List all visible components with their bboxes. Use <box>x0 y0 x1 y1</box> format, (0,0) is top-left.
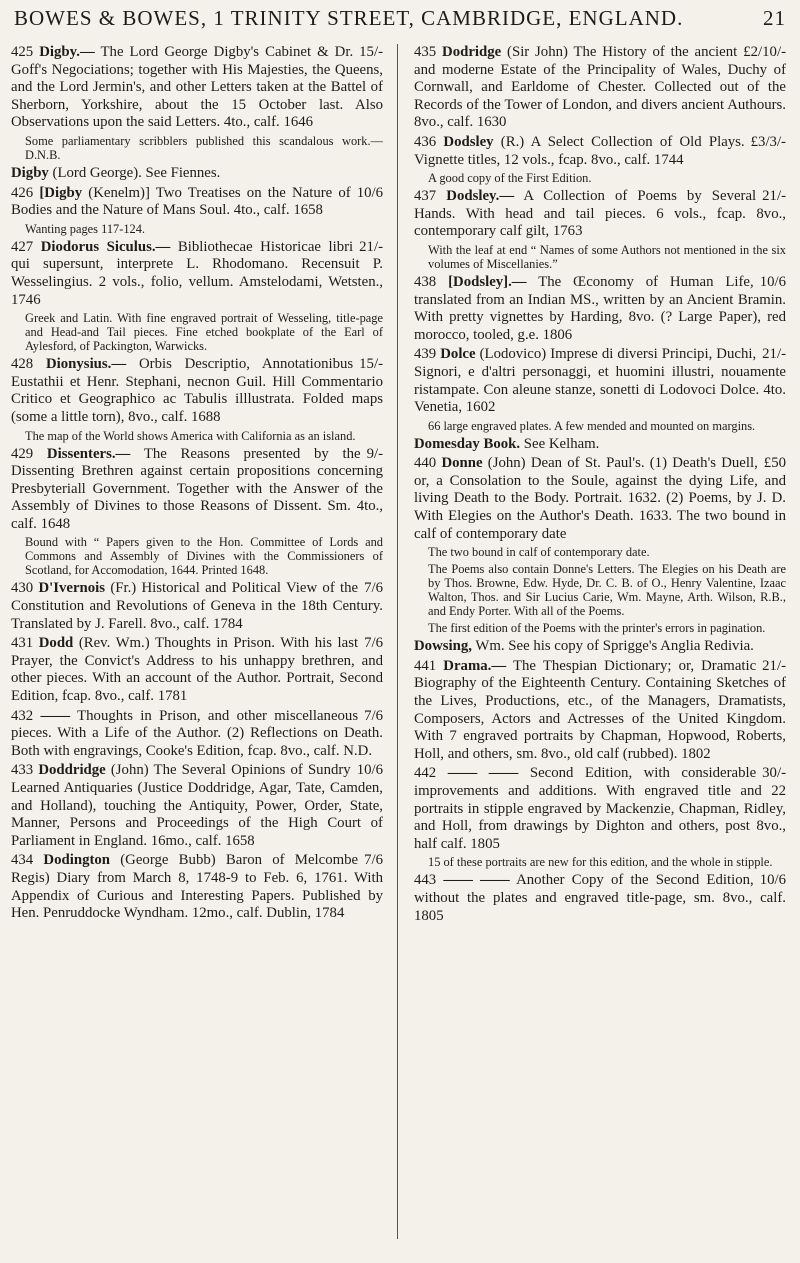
catalogue-entry <box>414 346 786 416</box>
entry-description: (Lord George). See Fiennes. <box>52 164 221 181</box>
entry-heading: Dissenters.— <box>46 445 131 462</box>
entry-number: 429 <box>11 445 34 462</box>
entry-price: 7/6 <box>364 580 383 597</box>
catalogue-entry <box>414 658 786 764</box>
entry-note: Greek and Latin. With fine engraved portrait of Wesseling, title-page and Head-and Tail pieces. Fine etched bookplate of the Earl of Aylesford, of Packington, Warwicks. <box>25 311 383 354</box>
entry-price: £2/10/- <box>743 44 786 60</box>
entry-description: (Sir John) The History of the ancient and moderne Estate of the Principality of Wales, Duchy of Cornwall, and Earldome of Chester. Collected out of the Records of the Tower of London, and divers ancient Authours. 8vo., calf. 1630 <box>414 44 786 131</box>
entry-description: The Lord George Digby's Cabinet & Dr. Goff's Negociations; together with His Majesties, the Queens, and the Lord Jermin's, and other Letters taken at the Battel of Sherborn, Yorkshire, about the 15 October last. Also Observations upon the said Letters. 4to., calf. 1646 <box>11 44 383 131</box>
entry-note: 66 large engraved plates. A few mended and mounted on margins. <box>428 418 756 433</box>
entry-heading: Doddridge <box>38 762 106 779</box>
entry-description: (Rev. Wm.) Thoughts in Prison. With his last Prayer, the Convict's Address to his unhappy brethren, and other pieces. With an account of the Author. Portrait, Second Edition, fcap. 8vo., calf. 1781 <box>11 635 383 705</box>
entry-heading: —— —— <box>443 872 510 889</box>
entry-heading: Dodsley.— <box>446 188 515 205</box>
entry-price: 7/6 <box>364 852 383 869</box>
entry-price: £3/3/- <box>750 133 786 150</box>
entry-number: 426 <box>11 184 34 201</box>
entry-price: 10/6 <box>759 273 786 290</box>
entry-number: 432 <box>11 707 34 724</box>
catalogue-entry <box>414 638 786 656</box>
entry-note: Bound with “ Papers given to the Hon. Committee of Lords and Commons and Assembly of Divines with the Commissioners of Scotland, for Accomodation, 1644. Printed 1648. <box>25 535 383 578</box>
entry-description: The Thespian Dictionary; or, Dramatic Biography of the Eighteenth Century. Containing Sketches of the Lives, Productions, etc., of the Managers, Dramatists, Composers, Actors and Actresses of the United Kingdom. With 7 engraved portraits by Chapman, Hopwood, Roberts, Holl, and others, sm. 8vo., old calf (rubbed). 1802 <box>414 657 786 762</box>
entry-description: (John) The Several Opinions of Sundry Learned Antiquaries (Justice Doddridge, Agar, Tate, Camden, and Holland), touching the Antiquity, Power, Order, State, Manner, Persons and Proceedings of the High Court of Parliament in England. 16mo., calf. 1658 <box>11 762 383 849</box>
entry-heading: —— <box>40 707 71 724</box>
catalogue-entry <box>11 852 383 922</box>
catalogue-entry <box>414 872 786 925</box>
page-number: 21 <box>763 6 786 30</box>
entry-heading: Dodsley <box>443 133 494 150</box>
entry-heading: Digby.— <box>39 44 95 60</box>
catalogue-entry <box>11 580 383 633</box>
entry-price: £50 <box>763 455 786 472</box>
catalogue-entry <box>414 274 786 344</box>
running-title: BOWES & BOWES, 1 TRINITY STREET, CAMBRIDGE, ENGLAND. <box>14 6 684 30</box>
catalogue-entry <box>414 436 786 454</box>
entry-heading: Dodridge <box>442 44 502 60</box>
catalogue-entry <box>414 455 786 543</box>
entry-description: A Collection of Poems by Several Hands. With head and tail pieces. 6 vols., fcap. 8vo., contemporary calf gilt, 1763 <box>414 188 786 240</box>
entry-description: Another Copy of the Second Edition, without the plates and engraved title-page, sm. 8vo., calf. 1805 <box>414 872 786 924</box>
catalogue-entry <box>11 185 383 220</box>
entry-price: 10/6 <box>759 872 786 889</box>
entry-number: 428 <box>11 356 34 373</box>
entry-heading: Digby <box>11 164 49 181</box>
entry-heading: Domesday Book. <box>414 435 521 452</box>
entry-number: 425 <box>11 44 34 60</box>
entry-number: 443 <box>414 872 437 889</box>
entry-description: (Fr.) Historical and Political View of the Constitution and Revolutions of Geneva in the 18th Century. Translated by J. Farell. 8vo., calf. 1784 <box>11 580 383 632</box>
catalogue-entry <box>11 44 383 132</box>
entry-price: 15/- <box>359 44 383 60</box>
entry-number: 434 <box>11 852 34 869</box>
entry-note: With the leaf at end “ Names of some Authors not mentioned in the six volumes of Miscellanies.” <box>428 242 786 271</box>
entry-heading: Dolce <box>440 346 476 363</box>
entry-price: 21/- <box>762 346 786 363</box>
entry-number: 435 <box>414 44 437 60</box>
entry-description: Bibliothecae Historicae libri qui supersunt, interprete L. Rhodomano. Recensuit P. Wesselingius. 2 vols., folio, vellum. Amstelodami, Wetsten., 1746 <box>11 238 383 308</box>
entry-heading: Diodorus Siculus.— <box>40 238 171 255</box>
entry-heading: Dionysius.— <box>45 356 127 373</box>
catalogue-entry <box>11 239 383 309</box>
entry-price: 7/6 <box>364 635 383 652</box>
entry-heading: —— —— <box>447 765 519 782</box>
entry-heading: D'Ivernois <box>38 580 106 597</box>
catalogue-entry <box>11 446 383 534</box>
entry-note: 15 of these portraits are new for this edition, and the whole in stipple. <box>428 855 773 870</box>
entry-note: The map of the World shows America with California as an island. <box>25 428 356 443</box>
entry-price: 15/- <box>359 356 383 373</box>
entry-number: 430 <box>11 580 34 597</box>
entry-description: (Lodovico) Imprese di diversi Principi, Duchi, Signori, e d'altri personaggi, et huomini illustri, nouamente ristampate. Con aleune stanze, sonetti di Lodovoci Dolce. 4to. Venetia, 1602 <box>414 346 786 416</box>
entry-number: 437 <box>414 188 437 205</box>
entry-number: 433 <box>11 762 34 779</box>
entry-price: 30/- <box>762 765 786 782</box>
entry-description: Second Edition, with considerable improvements and additions. With engraved title and 22 portraits in stipple engraved by Mackenzie, Chapman, Ridley, and Holl, from drawings by Dighton and others, post 8vo., half calf. 1805 <box>414 765 786 852</box>
entry-heading: Dodington <box>43 852 111 869</box>
entry-note: Wanting pages 117-124. <box>25 221 146 236</box>
entry-number: 438 <box>414 273 437 290</box>
entry-description: The Reasons presented by the Dissenting Brethren against certain propositions concerning Presbyteriall Government. Together with the Answer of the Assembly of Divines to those Reasons of Dissent. Sm. 4to., calf. 1648 <box>11 445 383 532</box>
catalogue-entry <box>11 635 383 705</box>
catalogue-entry <box>414 134 786 169</box>
entry-number: 427 <box>11 238 34 255</box>
page-header <box>14 6 786 36</box>
entry-price: 21/- <box>762 188 786 205</box>
catalogue-entry <box>414 765 786 853</box>
entry-heading: Drama.— <box>443 657 507 674</box>
entry-number: 442 <box>414 765 437 782</box>
entry-price: 21/- <box>762 657 786 674</box>
entry-note: Some parliamentary scribblers published this scandalous work.—D.N.B. <box>25 133 383 162</box>
entry-description: (R.) A Select Collection of Old Plays. Vignette titles, 12 vols., fcap. 8vo., calf. 1744 <box>414 133 745 168</box>
entry-description: (George Bubb) Baron of Melcombe Regis) Diary from March 8, 1748-9 to Feb. 6, 1761. With Appendix of Curious and Interesting Papers. Published by Hen. Penruddocke Wyndham. 12mo., calf. Dublin, 1784 <box>11 852 383 922</box>
entry-note: The two bound in calf of contemporary date. <box>428 545 650 560</box>
entry-number: 440 <box>414 455 437 472</box>
catalogue-entry <box>11 762 383 850</box>
entry-number: 441 <box>414 657 437 674</box>
entry-number: 439 <box>414 346 437 363</box>
entry-price: 10/6 <box>356 762 383 779</box>
entry-description: Wm. See his copy of Sprigge's Anglia Redivia. <box>475 638 754 655</box>
entry-description: (John) Dean of St. Paul's. (1) Death's Duell, or, a Consolation to the Soule, against the dying Life, and living Death to the Body. Portrait. 1632. (2) Poems, by J. D. With Elegies on the Author's Death. 1633. The two bound in calf of contemporary date <box>414 455 786 542</box>
entry-price: 10/6 <box>356 184 383 201</box>
entry-number: 431 <box>11 635 34 652</box>
entry-note: The Poems also contain Donne's Letters. The Elegies on his Death are by Thos. Browne, Edw. Hyde, Dr. C. B. of O., Henry Valentine, Izaac Walton, Thos. and Sir Lucius Carie, Wm. Mayne, Arth. Wilson, R.B., and Endy Porter. With all of the Poems. <box>428 562 786 619</box>
entry-heading: Dowsing, <box>414 638 472 655</box>
column-divider <box>397 44 398 1239</box>
catalogue-entry <box>11 356 383 426</box>
left-column <box>11 44 383 1256</box>
entry-description: Thoughts in Prison, and other miscellaneous pieces. With a Life of the Author. (2) Reflections on Death. Both with engravings, Cooke's Edition, fcap. 8vo., calf. N.D. <box>11 707 383 759</box>
entry-note: A good copy of the First Edition. <box>428 171 592 186</box>
entry-description: The Œconomy of Human Life, translated from an Indian MS., written by an Ancient Bramin. With pretty vignettes by Harding, 8vo. (? Large Paper), red morocco, tooled, g.e. 1806 <box>414 273 786 343</box>
catalogue-entry <box>414 188 786 241</box>
entry-price: 9/- <box>366 445 383 462</box>
entry-description: (Kenelm)] Two Treatises on the Nature of Bodies and the Nature of Mans Soul. 4to., calf. 1658 <box>11 184 351 219</box>
entry-heading: [Dodsley].— <box>448 273 527 290</box>
entry-heading: Dodd <box>38 635 74 652</box>
entry-heading: Donne <box>441 455 483 472</box>
catalogue-entry <box>11 708 383 761</box>
entry-description: See Kelham. <box>523 435 600 452</box>
catalogue-entry <box>414 44 786 132</box>
right-column <box>414 44 786 1256</box>
catalogue-entry <box>11 165 383 183</box>
entry-price: 21/- <box>359 238 383 255</box>
entry-number: 436 <box>414 133 437 150</box>
entry-description: Orbis Descriptio, Annotationibus Eustathii et Henr. Stephani, necnon Guil. Hill Commentario Critico et Geographico ac Tabulis illlustrata. Folded maps (some a little torn), 8vo., calf. 1688 <box>11 356 383 425</box>
entry-price: 7/6 <box>364 707 383 724</box>
entry-note: The first edition of the Poems with the printer's errors in pagination. <box>428 621 766 636</box>
entry-heading: [Digby <box>39 184 83 201</box>
